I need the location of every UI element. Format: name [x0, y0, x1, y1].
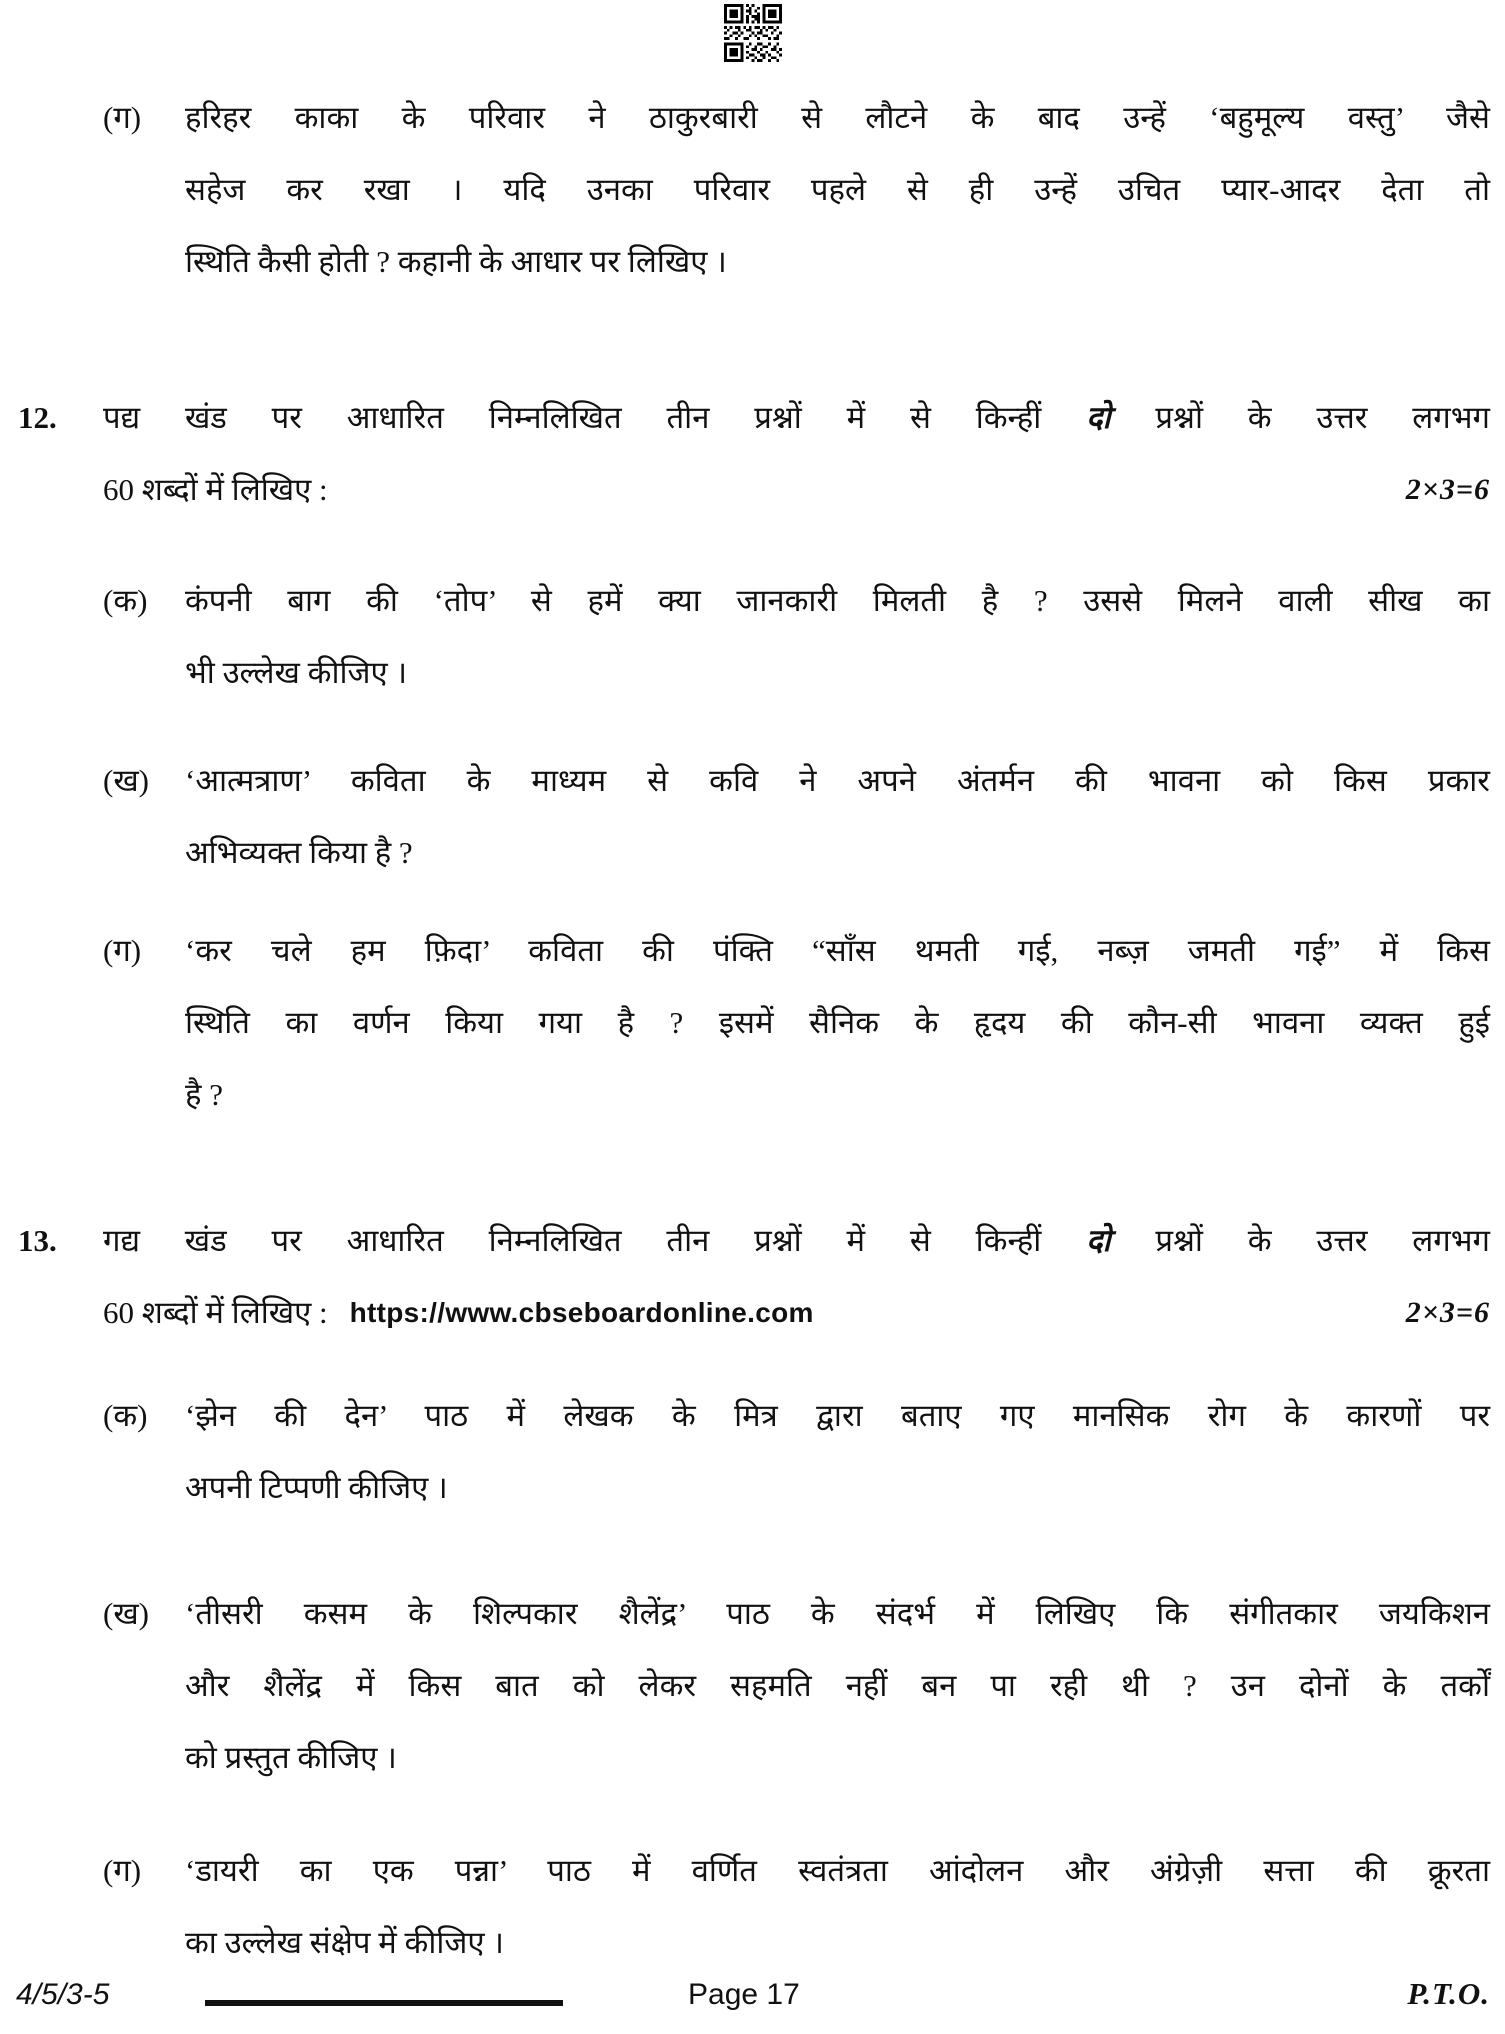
q11-part-ga: [103, 82, 1490, 298]
part-line: ‘झेन की देन’ पाठ में लेखक के मित्र द्वारा बताए गए मानसिक रोग के कारणों पर: [185, 1398, 1490, 1433]
q12-part-ka: [103, 565, 1490, 709]
intro-text-post: प्रश्नों के उत्तर लगभग: [1110, 400, 1490, 435]
part-label: (क): [103, 1398, 148, 1433]
pto-label: P.T.O.: [1407, 1976, 1490, 2011]
part-line: ‘तीसरी कसम के शिल्पकार शैलेंद्र’ पाठ के संदर्भ में लिखिए कि संगीतकार जयकिशन: [185, 1596, 1490, 1631]
part-text: [185, 915, 1490, 1131]
intro-text-pre: पद्य खंड पर आधारित निम्नलिखित तीन प्रश्नों में से किन्हीं: [103, 400, 1087, 435]
qr-code-icon: [722, 4, 784, 62]
part-line: सहेज कर रखा । यदि उनका परिवार पहले से ही उन्हें उचित प्यार-आदर देता तो: [185, 172, 1490, 207]
part-label: (ग): [103, 100, 142, 135]
part-line: ‘आत्मत्राण’ कविता के माध्यम से कवि ने अपने अंतर्मन की भावना को किस प्रकार: [185, 763, 1490, 798]
q13-part-kha: [103, 1578, 1490, 1794]
part-line: और शैलेंद्र में किस बात को लेकर सहमति नहीं बन पा रही थी ? उन दोनों के तर्कों: [185, 1668, 1490, 1703]
question-intro-line1: [103, 1205, 1490, 1277]
part-label: (ग): [103, 1853, 142, 1888]
marks-label: 2×3=6: [1405, 1296, 1490, 1329]
part-text: [185, 745, 1490, 889]
intro-word-limit: 60 शब्दों में लिखिए :: [103, 1295, 328, 1330]
paper-code: 4/5/3-5: [16, 1978, 110, 2011]
part-line: स्थिति कैसी होती ? कहानी के आधार पर लिखिए ।: [185, 244, 727, 279]
part-text: [185, 82, 1490, 298]
intro-emphasis: दो: [1086, 400, 1111, 435]
marks-label: 2×3=6: [1405, 473, 1490, 506]
part-text: [185, 1380, 1490, 1524]
part-line: भी उल्लेख कीजिए ।: [185, 655, 408, 690]
question-intro-line2: [103, 1277, 1490, 1349]
part-label: (ख): [103, 1596, 150, 1631]
intro-text-post: प्रश्नों के उत्तर लगभग: [1110, 1223, 1491, 1258]
question-13-intro: [18, 1205, 1491, 1349]
part-line: का उल्लेख संक्षेप में कीजिए ।: [185, 1925, 505, 1960]
page-number: Page 17: [688, 1978, 800, 2011]
q12-part-kha: [103, 745, 1490, 889]
part-line: ‘डायरी का एक पन्ना’ पाठ में वर्णित स्वतंत्रता आंदोलन और अंग्रेज़ी सत्ता की क्रूरता: [185, 1853, 1490, 1888]
part-line: कंपनी बाग की ‘तोप’ से हमें क्या जानकारी मिलती है ? उससे मिलने वाली सीख का: [185, 583, 1490, 618]
q12-part-ga: [103, 915, 1490, 1131]
part-text: [185, 1578, 1490, 1794]
part-text: [185, 1835, 1490, 1979]
watermark-url: https://www.cbseboardonline.com: [349, 1297, 814, 1328]
q13-part-ka: [103, 1380, 1490, 1524]
question-intro-line1: [103, 382, 1490, 454]
question-intro-line2: [103, 454, 1490, 526]
intro-text-pre: गद्य खंड पर आधारित निम्नलिखित तीन प्रश्नों में से किन्हीं: [103, 1223, 1087, 1258]
footer-divider: [205, 2000, 563, 2006]
part-label: (क): [103, 583, 148, 618]
intro-emphasis: दो: [1086, 1223, 1111, 1258]
intro-word-limit: 60 शब्दों में लिखिए :: [103, 472, 328, 507]
part-label: (ग): [103, 933, 142, 968]
question-number: 13.: [18, 1223, 57, 1258]
part-text: [185, 565, 1490, 709]
part-label: (ख): [103, 763, 150, 798]
part-line: हरिहर काका के परिवार ने ठाकुरबारी से लौटने के बाद उन्हें ‘बहुमूल्य वस्तु’ जैसे: [185, 100, 1490, 135]
part-line: ‘कर चले हम फ़िदा’ कविता की पंक्ति “साँस थमती गई, नब्ज़ जमती गई” में किस: [185, 933, 1490, 968]
part-line: स्थिति का वर्णन किया गया है ? इसमें सैनिक के हृदय की कौन-सी भावना व्यक्त हुई: [185, 1005, 1490, 1040]
q13-part-ga: [103, 1835, 1490, 1979]
question-12-intro: [18, 382, 1490, 526]
part-line: है ?: [185, 1077, 223, 1112]
question-number: 12.: [18, 400, 57, 435]
part-line: को प्रस्तुत कीजिए ।: [185, 1740, 397, 1775]
part-line: अपनी टिप्पणी कीजिए ।: [185, 1470, 448, 1505]
part-line: अभिव्यक्त किया है ?: [185, 835, 413, 870]
